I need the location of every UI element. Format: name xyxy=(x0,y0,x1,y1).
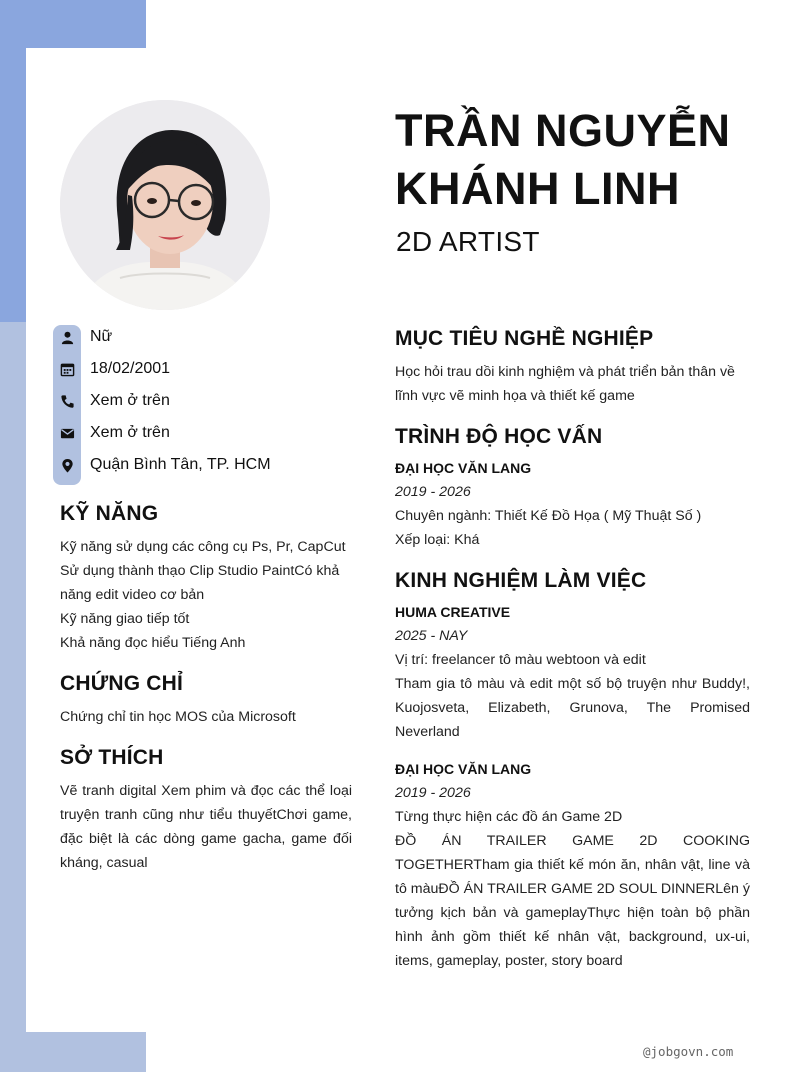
list-item: Sử dụng thành thạo Clip Studio PaintCó khả năng edit video cơ bản xyxy=(60,563,340,603)
experience-period: 2019 - 2026 xyxy=(395,785,471,801)
contact-address xyxy=(53,449,353,481)
experience-description: Tham gia tô màu và edit một số bộ truyện như Buddy!, Kuojosveta, Elizabeth, Grunova, The Promised Neverland xyxy=(395,676,750,740)
hobbies-heading: SỞ THÍCH xyxy=(60,746,164,769)
objective-text: Học hỏi trau dồi kinh nghiệm và phát triển bản thân về lĩnh vực vẽ minh họa và thiết kế game xyxy=(395,364,735,404)
list-item: Khả năng đọc hiểu Tiếng Anh xyxy=(60,635,246,651)
skills-heading: KỸ NĂNG xyxy=(60,502,159,525)
experience-org: HUMA CREATIVE xyxy=(395,604,511,620)
list-item: Kỹ năng giao tiếp tốt xyxy=(60,611,190,627)
experience-position: Vị trí: freelancer tô màu webtoon và edit xyxy=(395,652,646,668)
list-item: Kỹ năng sử dụng các công cụ Ps, Pr, CapCut xyxy=(60,539,346,555)
phone-icon xyxy=(53,385,81,417)
certificates-heading: CHỨNG CHỈ xyxy=(60,672,184,695)
name-line-1: TRẦN NGUYỄN xyxy=(395,105,731,156)
footer-watermark: @jobgovn.com xyxy=(643,1044,734,1059)
experience-period: 2025 - NAY xyxy=(395,628,468,644)
contact-birthday-text: 18/02/2001 xyxy=(90,360,171,377)
decor-strip-left xyxy=(0,322,26,1072)
contact-phone xyxy=(53,385,353,417)
contact-gender xyxy=(53,321,353,353)
contact-phone-text: Xem ở trên xyxy=(90,392,170,409)
portrait-illustration xyxy=(60,100,270,310)
contact-address-text: Quận Bình Tân, TP. HCM xyxy=(90,456,271,473)
candidate-name xyxy=(395,102,775,218)
education-heading: TRÌNH ĐỘ HỌC VẤN xyxy=(395,425,603,448)
education-grade: Xếp loại: Khá xyxy=(395,532,480,548)
education-school: ĐẠI HỌC VĂN LANG xyxy=(395,460,532,476)
location-pin-icon xyxy=(53,449,81,481)
contact-email xyxy=(53,417,353,449)
contact-email-text: Xem ở trên xyxy=(90,424,170,441)
hobbies-text: Vẽ tranh digital Xem phim và đọc các thể loại truyện tranh cũng như tiểu thuyếtChơi game, đặc biệt là các dòng game gacha, game đối kháng, casual xyxy=(60,783,352,871)
experience-heading: KINH NGHIỆM LÀM VIỆC xyxy=(395,569,647,592)
education-period: 2019 - 2026 xyxy=(395,484,471,500)
decor-block-bottom xyxy=(0,1032,146,1072)
contact-birthday xyxy=(53,353,353,385)
experience-entry-1 xyxy=(395,600,750,744)
envelope-icon xyxy=(53,417,81,449)
job-title: 2D ARTIST xyxy=(396,226,540,257)
person-icon xyxy=(53,321,81,353)
experience-entry-2 xyxy=(395,757,750,973)
experience-description: ĐỒ ÁN TRAILER GAME 2D COOKING TOGETHERTham gia thiết kế món ăn, nhân vật, line và tô màuĐỒ ÁN TRAILER GAME 2D SOUL DINNERLên ý tưởng kịch bản và gameplayThực hiện toàn bộ phần hình ảnh gồm thiết kế nhân vật, background, ux-ui, items, gameplay, poster, story board xyxy=(395,833,750,969)
skills-list xyxy=(60,535,352,655)
education-entry xyxy=(395,456,750,552)
experience-position: Từng thực hiện các đồ án Game 2D xyxy=(395,809,623,825)
education-major: Chuyên ngành: Thiết Kế Đồ Họa ( Mỹ Thuật Số ) xyxy=(395,508,702,524)
list-item: Chứng chỉ tin học MOS của Microsoft xyxy=(60,709,296,725)
experience-org: ĐẠI HỌC VĂN LANG xyxy=(395,761,532,777)
calendar-icon xyxy=(53,353,81,385)
name-line-2: KHÁNH LINH xyxy=(395,163,680,214)
certificates-list xyxy=(60,705,352,729)
contact-gender-text: Nữ xyxy=(90,328,113,345)
avatar xyxy=(60,100,270,310)
objective-heading: MỤC TIÊU NGHỀ NGHIỆP xyxy=(395,327,654,350)
